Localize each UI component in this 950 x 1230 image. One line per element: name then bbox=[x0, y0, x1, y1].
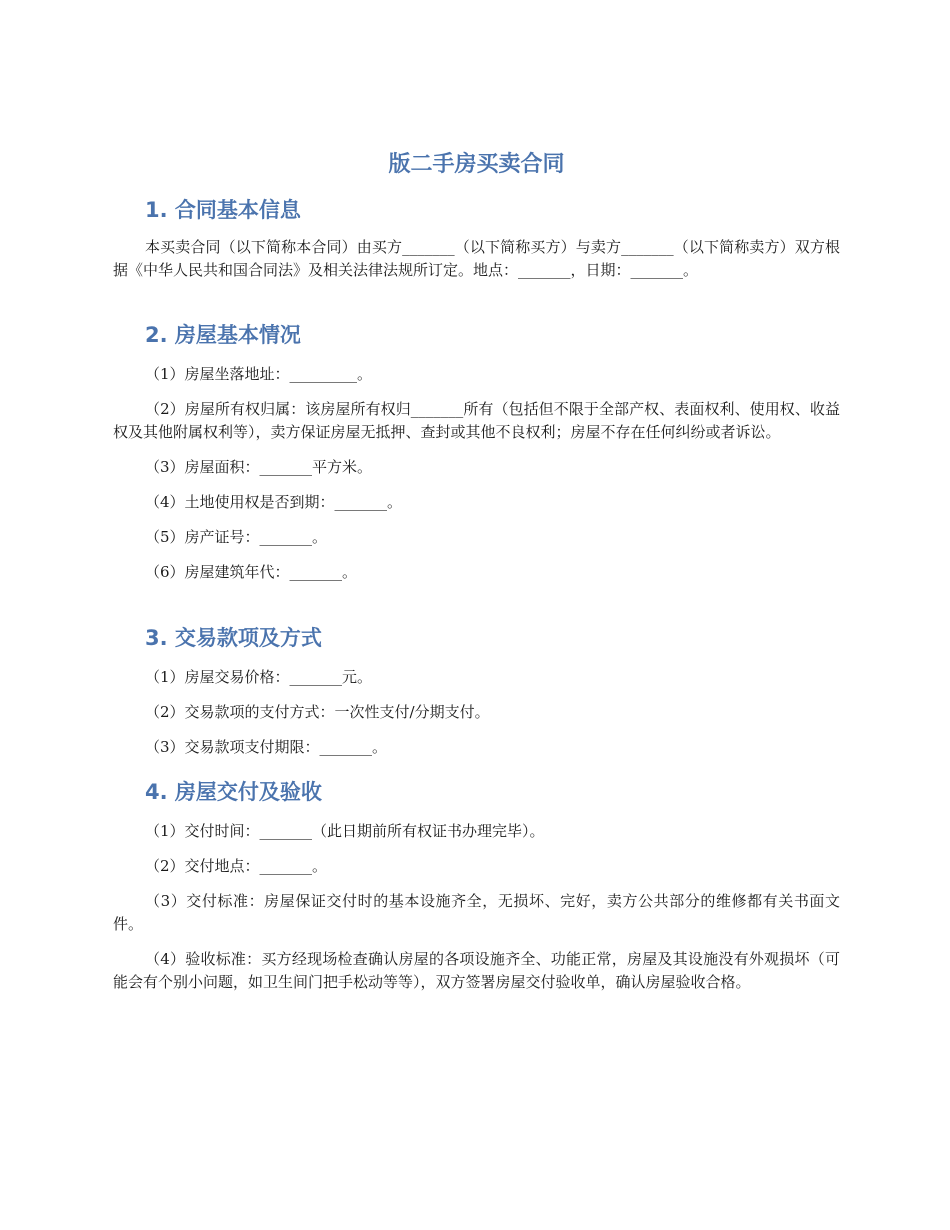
contract-intro-paragraph: 本买卖合同（以下简称本合同）由买方_______（以下简称买方）与卖方_______（以下简称卖方）双方根据《中华人民共和国合同法》及相关法律法规所订定。地点：_______，日期：_______。 bbox=[113, 238, 840, 279]
document-title: 版二手房买卖合同 bbox=[388, 152, 565, 177]
transaction-price-item: （1）房屋交易价格：_______元。 bbox=[145, 668, 373, 686]
delivery-location-item: （2）交付地点：_______。 bbox=[145, 857, 328, 875]
section-payment bbox=[113, 623, 840, 759]
payment-deadline-item: （3）交易款项支付期限：_______。 bbox=[145, 738, 388, 756]
property-certificate-item: （5）房产证号：_______。 bbox=[145, 528, 328, 546]
building-year-item: （6）房屋建筑年代：_______。 bbox=[145, 563, 358, 581]
delivery-time-item: （1）交付时间：_______（此日期前所有权证书办理完毕）。 bbox=[145, 822, 545, 840]
property-area-item: （3）房屋面积：_______平方米。 bbox=[145, 458, 373, 476]
section-delivery bbox=[113, 777, 840, 994]
property-ownership-item: （2）房屋所有权归属：该房屋所有权归_______所有（包括但不限于全部产权、表面权利、使用权、收益权及其他附属权利等），卖方保证房屋无抵押、查封或其他不良权利；房屋不存在任何纠纷或者诉讼。 bbox=[113, 400, 840, 441]
section-basic-info bbox=[113, 195, 840, 282]
section-property-info bbox=[113, 320, 840, 584]
land-use-right-item: （4）土地使用权是否到期：_______。 bbox=[145, 493, 403, 511]
section-heading: 2. 房屋基本情况 bbox=[145, 323, 301, 347]
delivery-standard-item: （3）交付标准：房屋保证交付时的基本设施齐全，无损坏、完好，卖方公共部分的维修都有关书面文件。 bbox=[113, 892, 840, 933]
section-heading: 3. 交易款项及方式 bbox=[145, 626, 322, 650]
section-heading: 4. 房屋交付及验收 bbox=[145, 780, 322, 804]
acceptance-standard-item: （4）验收标准：买方经现场检查确认房屋的各项设施齐全、功能正常，房屋及其设施没有外观损坏（可能会有个别小问题，如卫生间门把手松动等等），双方签署房屋交付验收单，确认房屋验收合格。 bbox=[113, 950, 840, 991]
property-address-item: （1）房屋坐落地址：_________。 bbox=[145, 365, 373, 383]
payment-method-item: （2）交易款项的支付方式：一次性支付/分期支付。 bbox=[145, 703, 490, 721]
section-heading: 1. 合同基本信息 bbox=[145, 198, 301, 222]
